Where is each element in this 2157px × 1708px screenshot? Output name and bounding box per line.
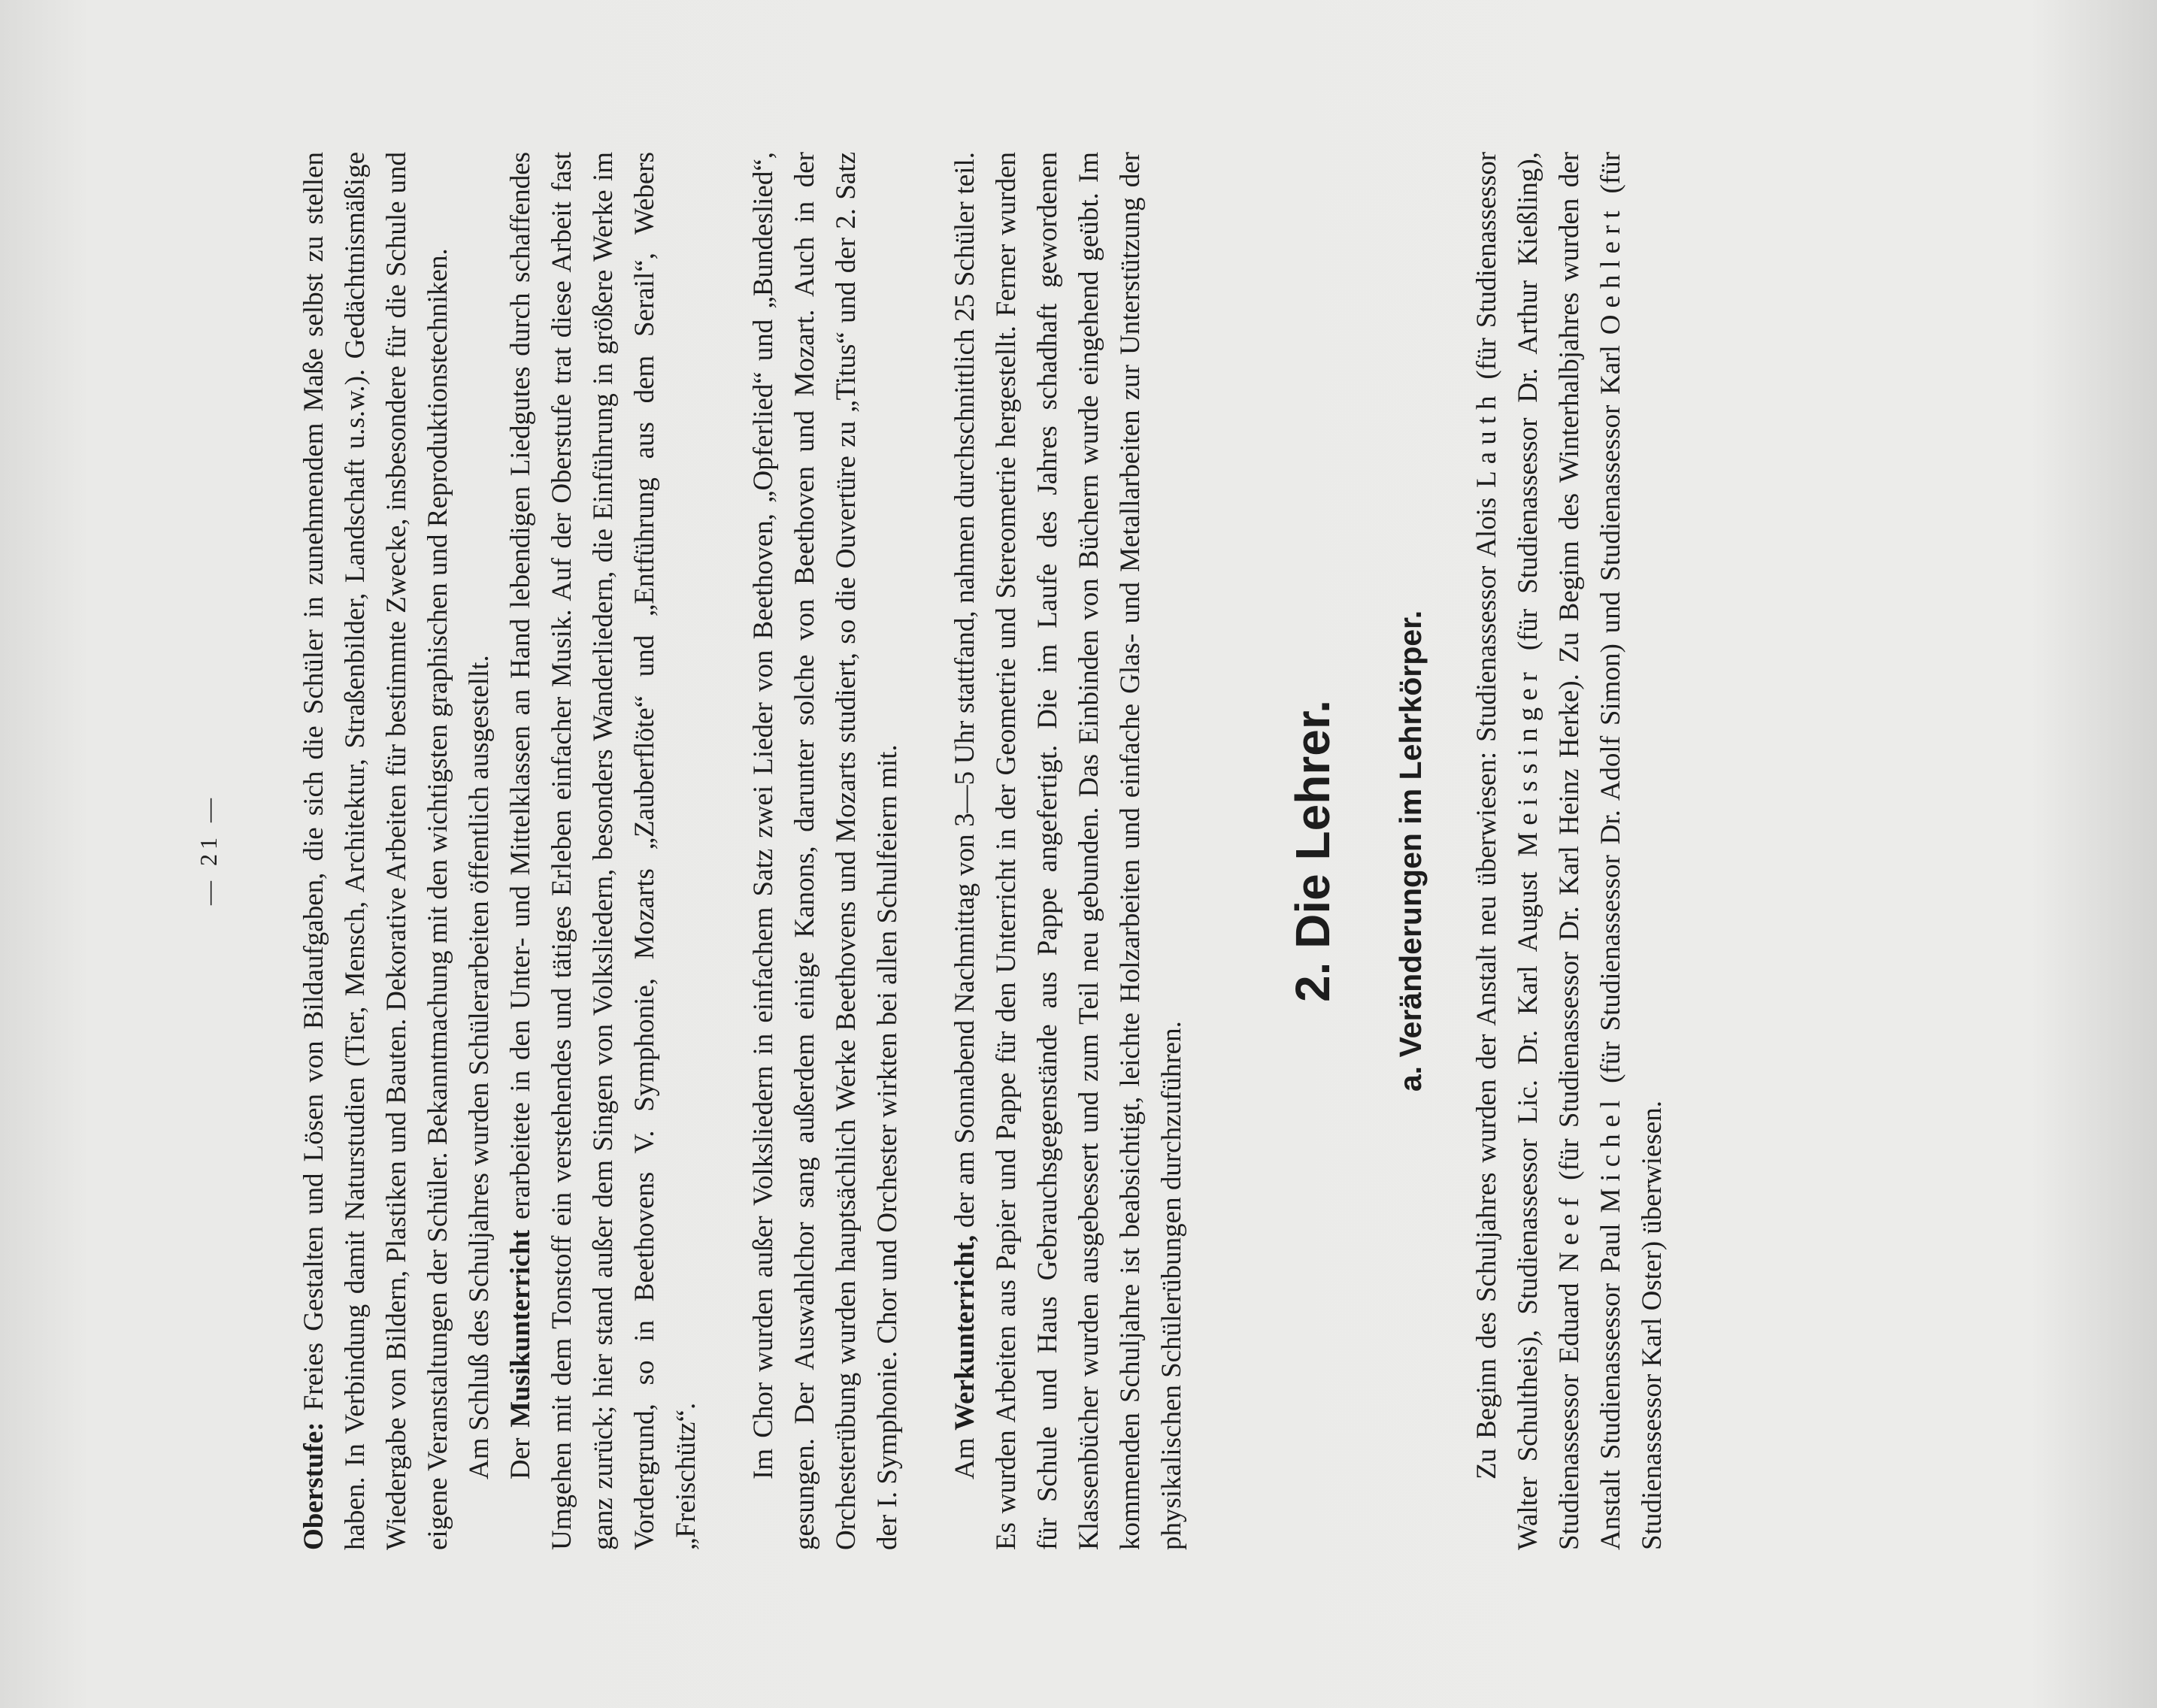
lehrer-text-6: (für Studienassessor Karl Oster) überwiesen. [1595,151,1668,1550]
teacher-name-oehlert: Oehlert [1595,204,1626,335]
oberstufe-text: Freies Gestalten und Lösen von Bildaufgaben, die sich die Schüler in zunehmendem Maße selbst zu stellen haben. In Verbindung damit Naturstudien (Tier, Mensch, Architektur, Straßenbilder, Landschaft u.s.w.). Gedächtnismäßige Wiedergabe von Bildern, Plastiken und Bauten. Dekorative Arbeiten für bestimmte Zwecke, insbesondere für die Schule und eigene Veranstaltungen der Schüler. Bekanntmachung mit den wichtigsten graphischen und Reproduktionstechniken. [298,151,453,1550]
teacher-name-lauth: Lauth [1471,389,1502,488]
teacher-name-meissinger: Meissinger [1513,665,1544,857]
section-title: 2. Die Lehrer. [1286,700,1340,1002]
lehrer-text-3: (für Studienassessor Dr. Arthur Kießling), Studienassessor Eduard [1513,151,1585,1550]
lehrer-text-5: (für Studienassessor Dr. Adolf Simon) und Studienassessor Karl [1595,345,1626,1083]
musik-pre: Der [505,1437,536,1479]
paragraph-werkunterricht [944,152,1192,1550]
paragraph-schluss: Am Schluß des Schuljahres wurden Schülerarbeiten öffentlich ausgestellt. [464,655,495,1479]
teacher-name-neef: Neef [1554,1191,1585,1273]
page-number: — 21 — [195,794,222,905]
paragraph-oberstufe [293,152,459,1550]
paragraph-chor: Im Chor wurden außer Volksliedern in einfachem Satz zwei Lieder von Beethoven, „Opferlied“ und „Bundeslied“, gesungen. Der Auswahlchor sang außerdem einige Kanons, darunter solche von Beethoven und Mozart. Auch in der Orchesterübung wurden hauptsächlich Werke Beethovens und Mozarts studiert, so die Ouvertüre zu „Titus“ und der 2. Satz der I. Symphonie. Chor und Orchester wirkten bei allen Schulfeiern mit. [748,152,903,1550]
werkunterricht-label: Werkunterricht, [950,1234,980,1431]
werk-text: der am Sonnabend Nachmittag von 3—5 Uhr stattfand, nahmen durchschnittlich 25 Schüler teil. Es wurden Arbeiten aus Papier und Pappe für den Unterricht in der Geometrie und Stereometrie hergestellt. Ferner wurden für Schule und Haus Gebrauchsgegenstände aus Pappe angefertigt. Die im Laufe des Jahres schadhaft gewordenen Klassenbücher wurden ausgebessert und zum Teil neu gebunden. Das Einbinden von Büchern wurde eingehend geübt. Im kommenden Schuljahre ist beabsichtigt, leichte Holzarbeiten und einfache Glas- und Metallarbeiten zur Unterstützung der physikalischen Schülerübungen durchzuführen. [950,151,1187,1550]
rotated-page [135,135,1940,1564]
musik-text: erarbeitete in den Unter- und Mittelklassen an Hand lebendigen Liedgutes durch schaffendes Umgehen mit dem Tonstoff ein verstehendes und tätiges Erleben einfacher Musik. Auf der Oberstufe trat diese Arbeit fast ganz zurück; hier stand außer dem Singen von Volksliedern, besonders Wanderliedern, die Einführung in größere Werke im Vordergrund, so in Beethovens V. Symphonie, Mozarts „Zauberflöte“ und „Entführung aus dem Serail“, Webers „Freischütz“. [505,151,701,1550]
lehrer-text-1: Zu Beginn des Schuljahres wurden der Anstalt neu überwiesen: Studienassessor Alois [1471,497,1502,1479]
subsection-title: a. Veränderungen im Lehrkörper. [1393,610,1428,1092]
lehrer-text-2: (für Studienassessor Walter Schultheis), Studienassessor Lic. Dr. Karl August [1471,151,1544,1550]
paragraph-lehrer [1466,152,1673,1550]
werk-pre: Am [950,1437,980,1479]
lehrer-text-4: (für Studienassessor Dr. Karl Heinz Herke). Zu Beginn des Winterhalbjahres wurden der Anstalt Studienassessor Paul [1554,151,1626,1550]
oberstufe-label: Oberstufe: [298,1422,329,1550]
teacher-name-michel: Michel [1595,1093,1626,1213]
body-text [293,152,1673,1550]
musikunterricht-label: Musikunterricht [505,1229,536,1428]
paragraph-musikunterricht [500,152,707,1550]
